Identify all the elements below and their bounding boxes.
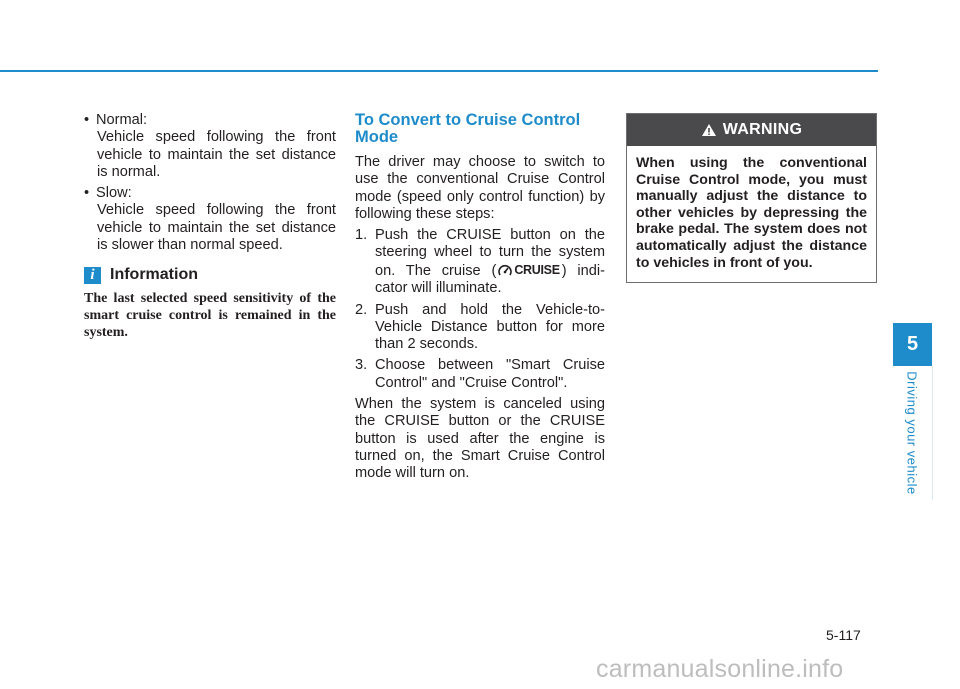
step-item	[355, 357, 605, 392]
warning-title: WARNING	[722, 121, 803, 138]
bullet-dot: •	[84, 185, 90, 202]
intro-paragraph: The driver may choose to switch to use the conventional Cruise Control mode (speed only control function) by following these steps:	[355, 154, 605, 222]
middle-column	[355, 112, 605, 486]
information-body: The last selected speed sensitivity of the smart cruise control is remained in the system.	[84, 290, 336, 340]
warning-column	[626, 113, 877, 283]
cruise-speedometer-icon	[498, 264, 512, 277]
step-text-after: ) indicator will illuminate.	[375, 262, 606, 297]
bullet-dot: •	[84, 112, 90, 128]
warning-triangle-icon	[701, 123, 717, 137]
step-text-before: Push the CRUISE button on the steering wheel to turn the system on. The cruise (	[375, 227, 605, 279]
information-title: Information	[110, 266, 198, 284]
info-icon: i	[84, 267, 101, 284]
warning-box	[626, 113, 877, 283]
step-text: Push and hold the Vehicle-to-Vehicle Distance button for more than 2 seconds.	[375, 301, 605, 353]
bullet-label: Normal:	[96, 112, 148, 128]
bullet-label: Slow:	[96, 185, 132, 202]
step-item	[355, 302, 605, 354]
outro-paragraph: When the system is canceled using the CRUISE button or the CRUISE button is used after the engine is turned on, the Smart Cruise Control mode will turn on.	[355, 396, 605, 482]
header-rule	[0, 70, 878, 72]
cruise-indicator	[498, 262, 559, 279]
bullet-text: Vehicle speed following the front vehicle to maintain the set distance is slower than normal speed.	[97, 202, 336, 254]
warning-header	[627, 114, 876, 146]
left-column	[84, 112, 336, 341]
bullet-text: Vehicle speed following the front vehicle to maintain the set distance is normal.	[97, 129, 336, 180]
bullet-normal	[84, 112, 336, 129]
step-item	[355, 227, 605, 297]
chapter-tab[interactable]: 5	[893, 323, 932, 366]
information-heading	[84, 266, 336, 283]
step-text	[375, 227, 605, 297]
step-text: Choose between "Smart Cruise Control" and "Cruise Control".	[375, 357, 605, 391]
step-number: 3.	[355, 357, 368, 374]
step-number: 1.	[355, 227, 368, 244]
page-number: 5-117	[826, 627, 861, 643]
chapter-label: Driving your vehicle	[904, 371, 920, 495]
warning-body: When using the conventional Cruise Control mode, you must manually adjust the distance to other vehicles by depressing the brake pedal. The system does not automatically adjust the distance to vehicles in front of you.	[636, 155, 867, 271]
step-number: 2.	[355, 301, 368, 318]
watermark: carmanualsonline.info	[596, 655, 844, 683]
chapter-tab-line	[932, 366, 933, 500]
bullet-slow	[84, 185, 336, 202]
section-title: To Convert to Cruise Control Mode	[355, 111, 581, 146]
cruise-symbol-label: CRUISE	[514, 262, 560, 277]
